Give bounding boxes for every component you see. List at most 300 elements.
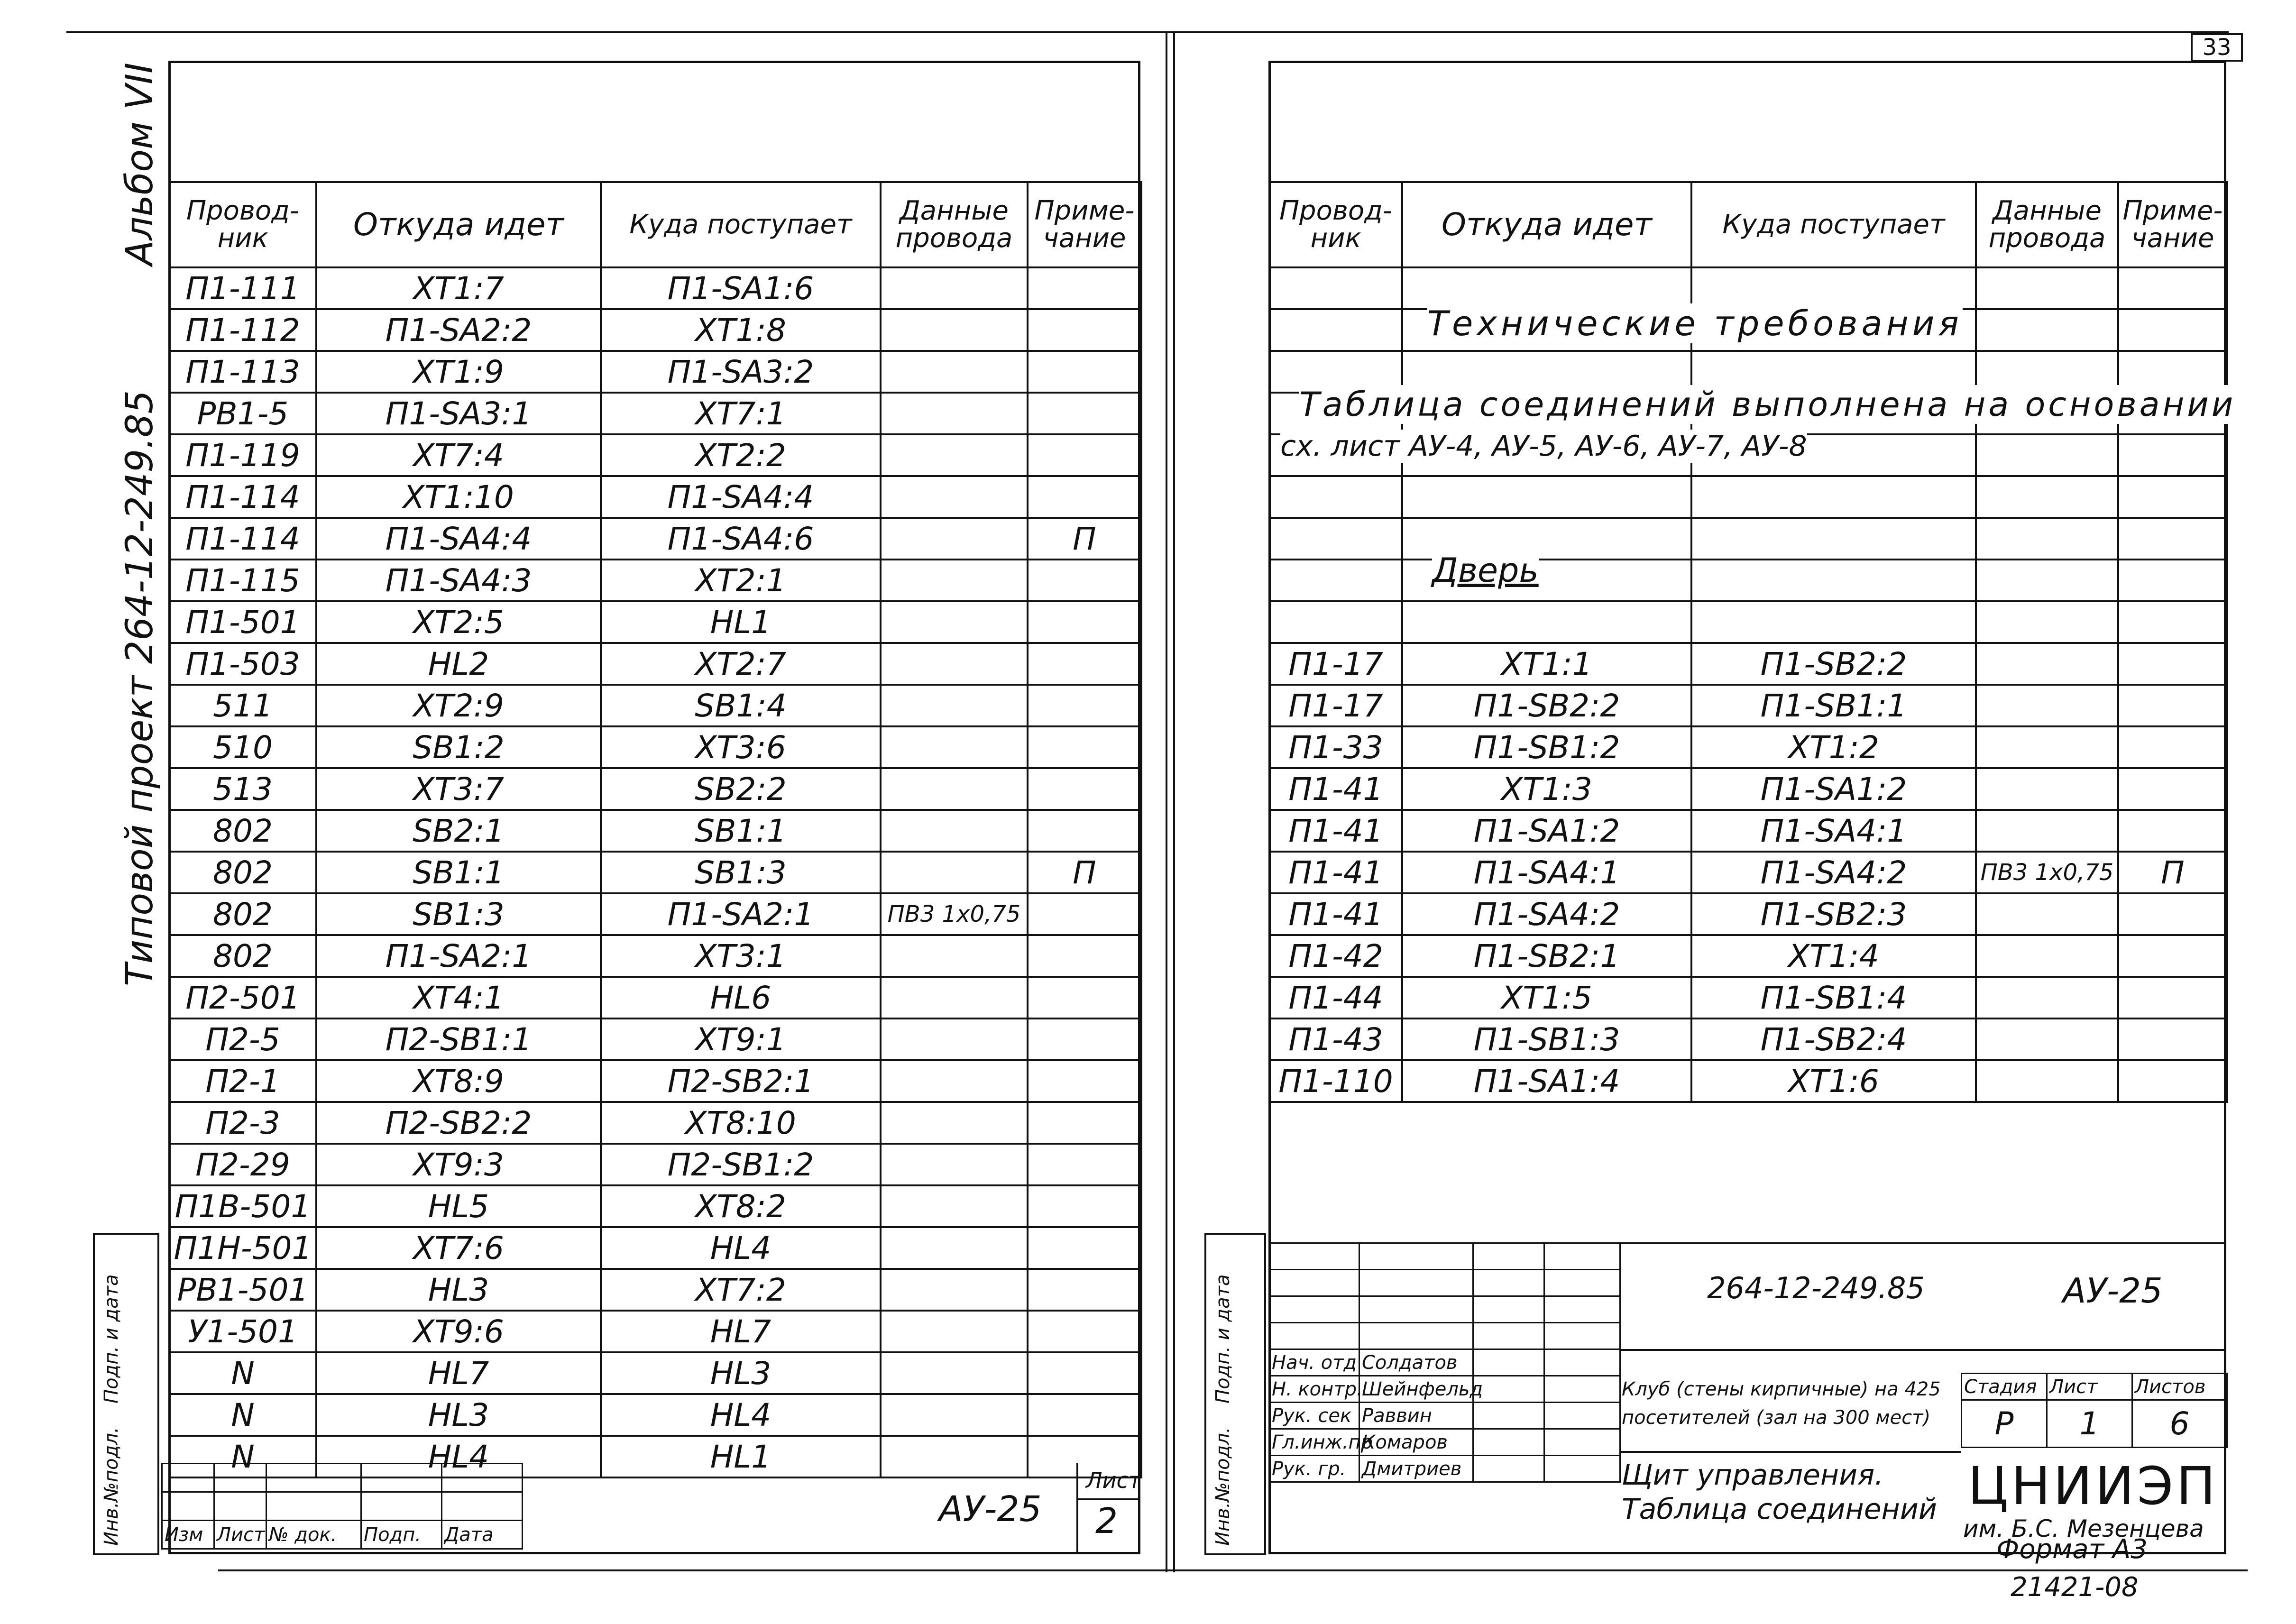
right-empty-cell [1976, 309, 2118, 351]
left-row [169, 476, 1141, 518]
left-cell-note [1028, 1144, 1141, 1185]
right-cell-to: П1-SB1:1 [1691, 685, 1976, 726]
right-empty-cell [1269, 309, 1402, 351]
left-stamp-divider [1076, 1463, 1078, 1553]
stamp-col-sign: Подп. [361, 1521, 442, 1549]
right-cell-note [2118, 1060, 2227, 1102]
object-title: Клуб (стены кирпичные) на 425 посетителей (зал на 300 мест) [1622, 1378, 1941, 1429]
left-cell-data [881, 1394, 1028, 1436]
left-cell-note [1028, 1269, 1141, 1311]
stage-value: Р [1962, 1400, 2047, 1448]
right-empty-cell [1269, 518, 1402, 560]
left-cell-data [881, 1352, 1028, 1394]
left-cell-from: ХТ9:3 [316, 1144, 601, 1185]
left-cell-data [881, 1018, 1028, 1060]
basis-line-1: Таблица соединений выполнена на основании [1299, 385, 2236, 424]
project-label: Типовой проект 264-12-249.85 [119, 390, 161, 986]
left-cell-note [1028, 935, 1141, 977]
left-cell-to: П1-SA4:4 [601, 476, 881, 518]
left-cell-note [1028, 1227, 1141, 1269]
right-empty-cell [1691, 267, 1976, 309]
right-empty-cell [1976, 267, 2118, 309]
left-cell-wire: П1-112 [169, 309, 316, 351]
r-header-data: Данные провода [1976, 182, 2118, 267]
left-cell-wire: П2-5 [169, 1018, 316, 1060]
right-cell-from: ХТ1:5 [1402, 977, 1691, 1018]
left-cell-from: П1-SA3:1 [316, 393, 601, 434]
r-header-note: Приме-чание [2118, 182, 2227, 267]
center-fold-line-2 [1173, 31, 1175, 1572]
left-cell-note [1028, 643, 1141, 685]
header-note: Приме-чание [1028, 182, 1141, 267]
left-cell-wire: П1-119 [169, 434, 316, 476]
left-cell-to: ХТ3:6 [601, 726, 881, 768]
left-row [169, 351, 1141, 393]
r-header-wire: Провод-ник [1269, 182, 1402, 267]
r-header-to: Куда поступает [1691, 182, 1976, 267]
left-cell-note [1028, 1352, 1141, 1394]
left-row [169, 810, 1141, 852]
stage-table [1961, 1373, 2228, 1448]
left-cell-from: HL3 [316, 1394, 601, 1436]
left-cell-from: ХТ4:1 [316, 977, 601, 1018]
left-cell-note [1028, 601, 1141, 643]
center-fold-line [1166, 31, 1167, 1572]
right-cell-from: П1-SA1:4 [1402, 1060, 1691, 1102]
left-cell-to: HL7 [601, 1311, 881, 1352]
right-row [1269, 726, 2227, 768]
right-cell-note [2118, 810, 2227, 852]
right-cell-data [1976, 935, 2118, 977]
sheet-value: 1 [2047, 1400, 2132, 1448]
tech-requirements-heading: Технические требования [1427, 303, 1963, 343]
left-row [169, 560, 1141, 601]
left-cell-wire: 802 [169, 852, 316, 893]
left-cell-to: ХТ2:2 [601, 434, 881, 476]
right-sheet-code: АУ-25 [2063, 1271, 2163, 1311]
stage-label: Стадия [1962, 1374, 2047, 1400]
left-cell-data [881, 1227, 1028, 1269]
left-cell-wire: П1-113 [169, 351, 316, 393]
right-empty-row [1269, 267, 2227, 309]
right-cell-to: П1-SB2:3 [1691, 893, 1976, 935]
right-row [1269, 643, 2227, 685]
left-row [169, 1311, 1141, 1352]
right-stamp-sign-table [1268, 1242, 1621, 1483]
left-cell-note [1028, 685, 1141, 726]
basis-line-2: сх. лист АУ-4, АУ-5, АУ-6, АУ-7, АУ-8 [1280, 430, 1807, 463]
left-cell-data [881, 643, 1028, 685]
right-empty-cell [1691, 560, 1976, 601]
stamp-col-list: Лист [214, 1521, 266, 1549]
left-cell-data [881, 393, 1028, 434]
left-cell-to: HL1 [601, 1436, 881, 1477]
right-empty-cell [2118, 476, 2227, 518]
left-cell-from: HL4 [316, 1436, 601, 1477]
left-cell-data [881, 852, 1028, 893]
right-row [1269, 685, 2227, 726]
left-row [169, 518, 1141, 560]
left-cell-from: ХТ7:6 [316, 1227, 601, 1269]
left-row [169, 1185, 1141, 1227]
left-cell-to: ХТ8:10 [601, 1102, 881, 1144]
left-table-body [169, 267, 1141, 1477]
left-cell-from: П1-SA4:4 [316, 518, 601, 560]
right-cell-note [2118, 685, 2227, 726]
right-cell-to: П1-SA1:2 [1691, 768, 1976, 810]
left-cell-to: HL1 [601, 601, 881, 643]
left-cell-from: ХТ2:5 [316, 601, 601, 643]
left-cell-wire: П1-501 [169, 601, 316, 643]
right-cell-from: П1-SA4:1 [1402, 852, 1691, 893]
right-cell-wire: П1-33 [1269, 726, 1402, 768]
left-cell-data [881, 1269, 1028, 1311]
left-row [169, 1144, 1141, 1185]
left-cell-wire: П1-115 [169, 560, 316, 601]
right-empty-cell [1691, 601, 1976, 643]
right-row [1269, 768, 2227, 810]
left-cell-data [881, 685, 1028, 726]
left-cell-from: П1-SA4:3 [316, 560, 601, 601]
doc-code: 264-12-249.85 [1707, 1271, 1925, 1305]
left-connection-table [168, 181, 1142, 1478]
left-row [169, 1269, 1141, 1311]
header-to: Куда поступает [601, 182, 881, 267]
right-cell-from: ХТ1:1 [1402, 643, 1691, 685]
left-cell-wire: 510 [169, 726, 316, 768]
stamp-col-izm: Изм [162, 1521, 214, 1549]
left-row [169, 685, 1141, 726]
left-row [169, 434, 1141, 476]
right-empty-cell [1691, 476, 1976, 518]
left-cell-from: SB1:1 [316, 852, 601, 893]
left-cell-note [1028, 1102, 1141, 1144]
left-cell-note [1028, 1394, 1141, 1436]
right-cell-wire: П1-43 [1269, 1018, 1402, 1060]
sheets-value: 6 [2132, 1400, 2227, 1448]
left-cell-data [881, 977, 1028, 1018]
right-cell-to: П1-SB2:2 [1691, 643, 1976, 685]
right-empty-cell [1976, 601, 2118, 643]
left-cell-wire: П2-1 [169, 1060, 316, 1102]
right-cell-wire: П1-44 [1269, 977, 1402, 1018]
left-cell-data [881, 1311, 1028, 1352]
org-logo: ЦНИИЭП [1968, 1456, 2219, 1516]
format-label: Формат А3 [1996, 1534, 2148, 1565]
name-0: Солдатов [1359, 1349, 1473, 1376]
left-cell-note [1028, 434, 1141, 476]
right-empty-cell [1269, 267, 1402, 309]
left-cell-data [881, 601, 1028, 643]
left-cell-data [881, 1436, 1028, 1477]
right-row [1269, 935, 2227, 977]
right-cell-from: П1-SA4:2 [1402, 893, 1691, 935]
left-cell-wire: 802 [169, 935, 316, 977]
right-cell-wire: П1-41 [1269, 893, 1402, 935]
left-cell-data [881, 434, 1028, 476]
left-cell-from: П2-SB2:2 [316, 1102, 601, 1144]
left-cell-to: ХТ9:1 [601, 1018, 881, 1060]
right-cell-from: П1-SB1:2 [1402, 726, 1691, 768]
left-cell-to: ХТ2:1 [601, 560, 881, 601]
left-cell-wire: 802 [169, 810, 316, 852]
right-inv-label: Инв.№подл. [1212, 1427, 1234, 1546]
left-cell-data [881, 810, 1028, 852]
left-cell-note [1028, 977, 1141, 1018]
right-empty-cell [2118, 560, 2227, 601]
left-cell-from: ХТ9:6 [316, 1311, 601, 1352]
right-row [1269, 1060, 2227, 1102]
right-cell-to: П1-SB1:4 [1691, 977, 1976, 1018]
left-row [169, 1394, 1141, 1436]
left-cell-to: ХТ7:1 [601, 393, 881, 434]
left-cell-data [881, 726, 1028, 768]
left-cell-to: ХТ2:7 [601, 643, 881, 685]
right-cell-data: ПВ3 1х0,75 [1976, 852, 2118, 893]
right-cell-data [1976, 643, 2118, 685]
left-row [169, 1102, 1141, 1144]
left-cell-note [1028, 726, 1141, 768]
role-4: Рук. гр. [1269, 1456, 1359, 1482]
left-cell-wire: РВ1-5 [169, 393, 316, 434]
left-cell-to: ХТ7:2 [601, 1269, 881, 1311]
stamp-col-doc: № док. [266, 1521, 361, 1549]
left-inv-label: Инв.№подл. [101, 1427, 122, 1546]
left-cell-wire: П1-111 [169, 267, 316, 309]
right-cell-note [2118, 726, 2227, 768]
right-cell-wire: П1-17 [1269, 643, 1402, 685]
right-cell-to: П1-SB2:4 [1691, 1018, 1976, 1060]
drawing-title: Щит управления. Таблица соединений [1622, 1459, 1937, 1526]
right-empty-cell [1691, 518, 1976, 560]
left-cell-note [1028, 351, 1141, 393]
right-cell-from: П1-SB2:2 [1402, 685, 1691, 726]
right-row [1269, 810, 2227, 852]
name-4: Дмитриев [1359, 1456, 1473, 1482]
org-subtitle: им. Б.С. Мезенцева [1963, 1515, 2204, 1542]
role-3: Гл.инж.пр [1269, 1429, 1359, 1456]
right-empty-row [1269, 476, 2227, 518]
role-2: Рук. сек [1269, 1403, 1359, 1429]
right-empty-cell [1402, 476, 1691, 518]
left-cell-note [1028, 1018, 1141, 1060]
left-row [169, 726, 1141, 768]
right-cell-from: ХТ1:3 [1402, 768, 1691, 810]
right-cell-to: ХТ1:4 [1691, 935, 1976, 977]
left-row [169, 393, 1141, 434]
right-cell-to: П1-SA4:2 [1691, 852, 1976, 893]
left-cell-wire: П1-114 [169, 476, 316, 518]
right-cell-wire: П1-41 [1269, 768, 1402, 810]
left-sheet-label: Лист [1086, 1468, 1141, 1493]
header-from: Откуда идет [316, 182, 601, 267]
left-row [169, 893, 1141, 935]
right-cell-data [1976, 977, 2118, 1018]
left-row [169, 768, 1141, 810]
page-number: 33 [2202, 34, 2232, 61]
left-cell-data: ПВ3 1х0,75 [881, 893, 1028, 935]
right-cell-data [1976, 768, 2118, 810]
left-sign-label: Подп. и дата [101, 1274, 122, 1404]
left-cell-data [881, 1060, 1028, 1102]
header-data: Данные провода [881, 182, 1028, 267]
role-1: Н. контр. [1269, 1376, 1359, 1403]
right-cell-note: П [2118, 852, 2227, 893]
left-cell-note [1028, 560, 1141, 601]
right-cell-wire: П1-42 [1269, 935, 1402, 977]
left-cell-data [881, 935, 1028, 977]
right-cell-wire: П1-41 [1269, 810, 1402, 852]
left-cell-wire: П1Н-501 [169, 1227, 316, 1269]
right-cell-note [2118, 768, 2227, 810]
left-cell-note [1028, 810, 1141, 852]
right-empty-cell [1402, 601, 1691, 643]
left-cell-to: ХТ3:1 [601, 935, 881, 977]
right-cell-note [2118, 643, 2227, 685]
left-cell-data [881, 351, 1028, 393]
left-cell-to: SB2:2 [601, 768, 881, 810]
right-empty-cell [2118, 601, 2227, 643]
right-empty-row [1269, 601, 2227, 643]
door-heading: Дверь [1432, 551, 1539, 590]
left-row [169, 309, 1141, 351]
left-row [169, 1018, 1141, 1060]
left-sheet-no: 2 [1095, 1501, 1118, 1541]
left-cell-from: HL5 [316, 1185, 601, 1227]
left-cell-to: П2-SB2:1 [601, 1060, 881, 1102]
left-cell-to: HL4 [601, 1394, 881, 1436]
left-cell-data [881, 476, 1028, 518]
right-cell-from: П1-SB2:1 [1402, 935, 1691, 977]
left-cell-data [881, 518, 1028, 560]
left-cell-from: HL2 [316, 643, 601, 685]
left-cell-note [1028, 393, 1141, 434]
left-cell-from: ХТ2:9 [316, 685, 601, 726]
left-cell-wire: П1-503 [169, 643, 316, 685]
right-cell-to: П1-SA4:1 [1691, 810, 1976, 852]
left-cell-wire: N [169, 1394, 316, 1436]
left-cell-from: П2-SB1:1 [316, 1018, 601, 1060]
name-2: Раввин [1359, 1403, 1473, 1429]
left-cell-from: SB1:2 [316, 726, 601, 768]
left-cell-wire: П2-29 [169, 1144, 316, 1185]
left-cell-to: HL4 [601, 1227, 881, 1269]
left-cell-wire: П1В-501 [169, 1185, 316, 1227]
right-empty-cell [1402, 267, 1691, 309]
right-cell-wire: П1-110 [1269, 1060, 1402, 1102]
left-cell-from: SB1:3 [316, 893, 601, 935]
object-title-bottom [1619, 1451, 1961, 1453]
archive-number: 21421-08 [2011, 1572, 2139, 1603]
left-row [169, 267, 1141, 309]
right-empty-cell [1976, 434, 2118, 476]
role-0: Нач. отд [1269, 1349, 1359, 1376]
left-cell-from: ХТ3:7 [316, 768, 601, 810]
left-cell-to: П1-SA1:6 [601, 267, 881, 309]
album-label: Альбом VII [119, 62, 161, 266]
left-cell-from: SB2:1 [316, 810, 601, 852]
right-empty-cell [2118, 267, 2227, 309]
right-cell-data [1976, 1060, 2118, 1102]
right-empty-row [1269, 560, 2227, 601]
right-empty-cell [1976, 560, 2118, 601]
left-cell-data [881, 1185, 1028, 1227]
left-cell-data [881, 1102, 1028, 1144]
right-empty-cell [2118, 518, 2227, 560]
left-cell-to: П1-SA3:2 [601, 351, 881, 393]
header-wire: Провод-ник [169, 182, 316, 267]
left-cell-from: П1-SA2:1 [316, 935, 601, 977]
right-sign-label: Подп. и дата [1212, 1274, 1234, 1404]
name-3: Комаров [1359, 1429, 1473, 1456]
left-row [169, 977, 1141, 1018]
right-cell-data [1976, 1018, 2118, 1060]
right-row [1269, 893, 2227, 935]
right-row [1269, 977, 2227, 1018]
left-cell-wire: 802 [169, 893, 316, 935]
left-row [169, 601, 1141, 643]
left-cell-from: ХТ1:10 [316, 476, 601, 518]
top-border-line [66, 31, 2229, 33]
left-cell-wire: РВ1-501 [169, 1269, 316, 1311]
page-number-box [2191, 33, 2243, 62]
left-cell-to: П2-SB1:2 [601, 1144, 881, 1185]
sheet-label: Лист [2047, 1374, 2132, 1400]
left-cell-note [1028, 893, 1141, 935]
right-cell-data [1976, 810, 2118, 852]
left-cell-wire: 511 [169, 685, 316, 726]
left-cell-from: ХТ8:9 [316, 1060, 601, 1102]
sheets-label: Листов [2132, 1374, 2227, 1400]
left-cell-note: П [1028, 852, 1141, 893]
right-cell-to: ХТ1:6 [1691, 1060, 1976, 1102]
r-header-from: Откуда идет [1402, 182, 1691, 267]
right-cell-note [2118, 893, 2227, 935]
right-cell-to: ХТ1:2 [1691, 726, 1976, 768]
name-1: Шейнфельд [1359, 1376, 1473, 1403]
left-stamp-divider-h [1076, 1498, 1140, 1500]
right-cell-note [2118, 977, 2227, 1018]
left-cell-note: П [1028, 518, 1141, 560]
right-cell-data [1976, 726, 2118, 768]
left-cell-data [881, 309, 1028, 351]
right-cell-wire: П1-41 [1269, 852, 1402, 893]
right-empty-cell [2118, 309, 2227, 351]
left-cell-note [1028, 309, 1141, 351]
left-cell-from: П1-SA2:2 [316, 309, 601, 351]
right-empty-row [1269, 518, 2227, 560]
left-row [169, 1060, 1141, 1102]
left-cell-to: П1-SA2:1 [601, 893, 881, 935]
right-cell-data [1976, 685, 2118, 726]
left-sheet-code: АУ-25 [939, 1489, 1042, 1530]
left-cell-to: П1-SA4:6 [601, 518, 881, 560]
left-cell-wire: П2-3 [169, 1102, 316, 1144]
left-cell-wire: У1-501 [169, 1311, 316, 1352]
stamp-col-date: Дата [442, 1521, 523, 1549]
left-cell-note [1028, 1060, 1141, 1102]
right-empty-cell [1976, 476, 2118, 518]
left-cell-to: SB1:3 [601, 852, 881, 893]
right-cell-note [2118, 1018, 2227, 1060]
left-cell-note [1028, 1185, 1141, 1227]
left-cell-from: HL7 [316, 1352, 601, 1394]
left-row [169, 935, 1141, 977]
right-empty-cell [1269, 560, 1402, 601]
left-cell-data [881, 1144, 1028, 1185]
left-cell-note [1028, 1311, 1141, 1352]
left-cell-wire: N [169, 1352, 316, 1394]
